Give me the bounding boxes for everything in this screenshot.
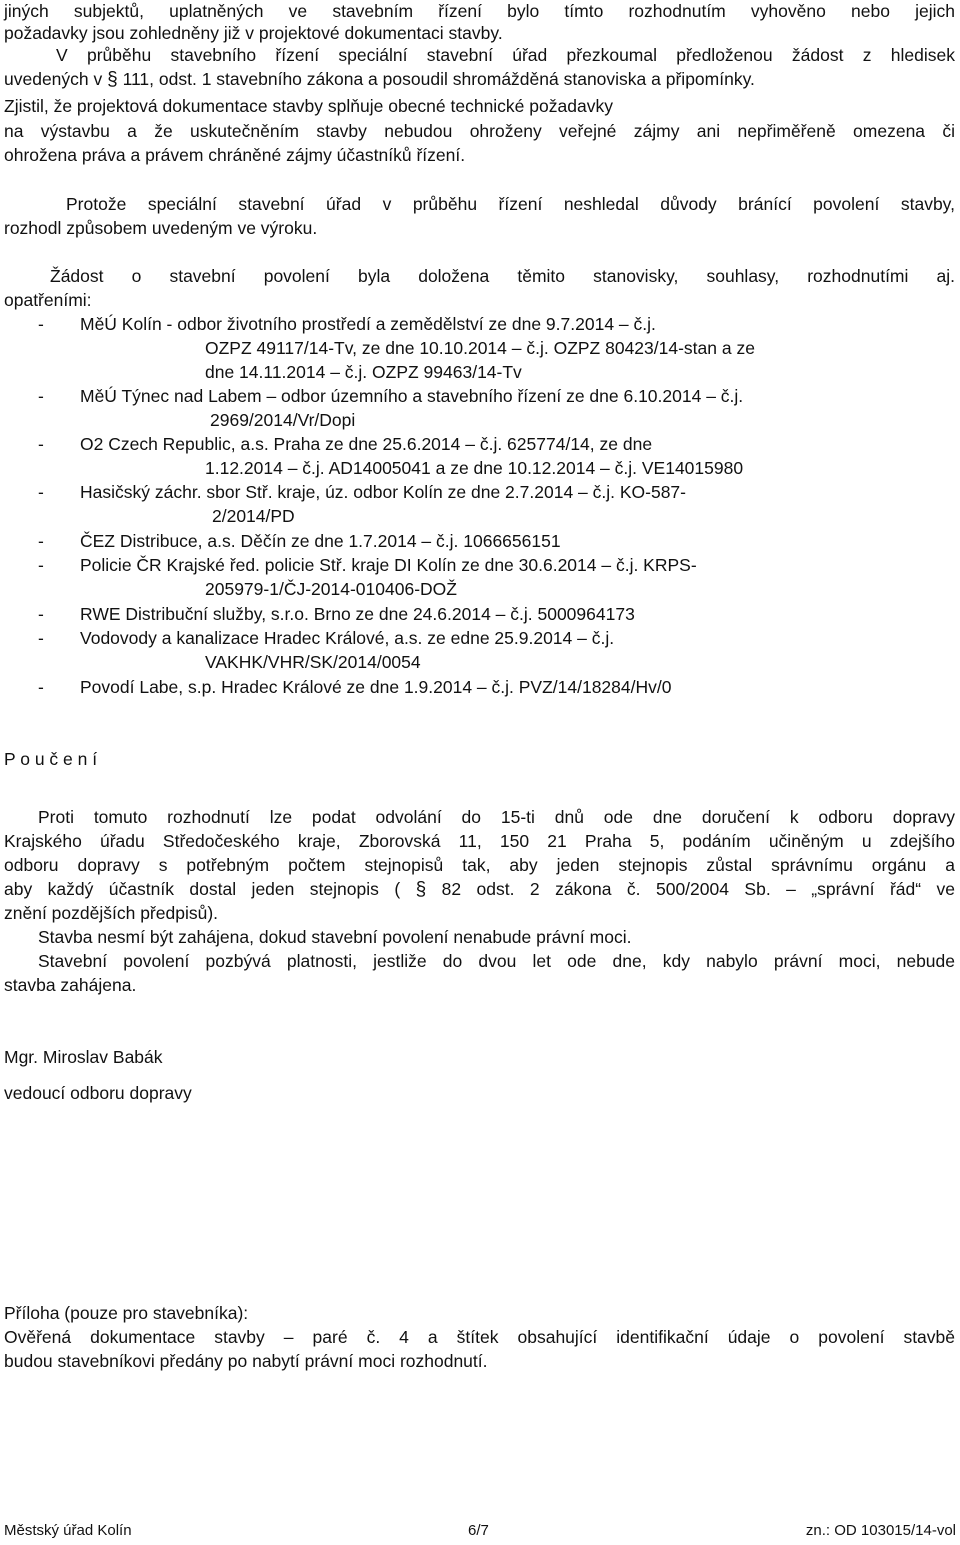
text-line: Stavba nesmí být zahájena, dokud stavební povolení nenabude právní moci. bbox=[38, 927, 632, 947]
attachment-heading: Příloha (pouze pro stavebníka): bbox=[4, 1303, 249, 1323]
text-line: Žádost o stavební povolení byla doložena těmito stanovisky, souhlasy, rozhodnutími aj. bbox=[50, 266, 955, 286]
text-line: Vodovody a kanalizace Hradec Králové, a.s. ze edne 25.9.2014 – č.j. bbox=[80, 628, 615, 648]
text-line: MěÚ Kolín - odbor životního prostředí a zemědělství ze dne 9.7.2014 – č.j. bbox=[80, 314, 656, 334]
text-line: na výstavbu a že uskutečněním stavby nebudou ohroženy veřejné zájmy ani nepřiměřeně omezena či bbox=[4, 121, 955, 141]
text-line: stavba zahájena. bbox=[4, 975, 137, 995]
text-line: O2 Czech Republic, a.s. Praha ze dne 25.6.2014 – č.j. 625774/14, ze dne bbox=[80, 434, 653, 454]
text-line: 1.12.2014 – č.j. AD14005041 a ze dne 10.12.2014 – č.j. VE14015980 bbox=[205, 458, 744, 478]
text-line: opatřeními: bbox=[4, 290, 92, 310]
list-dash: - bbox=[38, 604, 44, 624]
text-line: dne 14.11.2014 – č.j. OZPZ 99463/14-Tv bbox=[205, 362, 522, 382]
text-line: 205979-1/ČJ-2014-010406-DOŽ bbox=[205, 579, 457, 599]
list-dash: - bbox=[38, 386, 44, 406]
text-line: Stavební povolení pozbývá platnosti, jestliže do dvou let ode dne, kdy nabylo právní moci, nebude bbox=[38, 951, 955, 971]
list-dash: - bbox=[38, 482, 44, 502]
list-dash: - bbox=[38, 434, 44, 454]
section-heading: P o u č e n í bbox=[4, 749, 98, 769]
text-line: aby každý účastník dostal jeden stejnopis ( § 82 odst. 2 zákona č. 500/2004 Sb. – „správní řád“ ve bbox=[4, 879, 955, 900]
text-line: Protože speciální stavební úřad v průběhu řízení neshledal důvody bránící povolení stavby, bbox=[66, 194, 955, 214]
list-dash: - bbox=[38, 555, 44, 575]
list-dash: - bbox=[38, 531, 44, 551]
text-line: Zjistil, že projektová dokumentace stavby splňuje obecné technické požadavky bbox=[4, 96, 613, 116]
signatory-role: vedoucí odboru dopravy bbox=[4, 1083, 192, 1103]
list-dash: - bbox=[38, 314, 44, 334]
text-line: MěÚ Týnec nad Labem – odbor územního a stavebního řízení ze dne 6.10.2014 – č.j. bbox=[80, 386, 744, 406]
text-line: V průběhu stavebního řízení speciální stavební úřad přezkoumal předloženou žádost z hledisek bbox=[56, 45, 955, 65]
list-dash: - bbox=[38, 628, 44, 648]
text-line: VAKHK/VHR/SK/2014/0054 bbox=[205, 652, 421, 672]
text-line: RWE Distribuční služby, s.r.o. Brno ze dne 24.6.2014 – č.j. 5000964173 bbox=[80, 604, 635, 624]
footer-page-number: 6/7 bbox=[468, 1522, 489, 1539]
text-line: 2969/2014/Vr/Dopi bbox=[210, 410, 356, 430]
text-line: 2/2014/PD bbox=[212, 506, 295, 526]
text-line: Krajského úřadu Středočeského kraje, Zborovská 11, 150 21 Praha 5, podáním učiněným u zdejšího bbox=[4, 831, 955, 851]
text-line: OZPZ 49117/14-Tv, ze dne 10.10.2014 – č.j. OZPZ 80423/14-stan a ze bbox=[205, 338, 755, 358]
footer-reference: zn.: OD 103015/14-vol bbox=[805, 1522, 956, 1539]
text-line: Hasičský záchr. sbor Stř. kraje, úz. odbor Kolín ze dne 2.7.2014 – č.j. KO-587- bbox=[80, 482, 686, 502]
text-line: znění pozdějších předpisů). bbox=[4, 903, 219, 923]
text-line: odboru dopravy s potřebným počtem stejnopisů tak, aby jeden stejnopis zůstal správnímu orgánu a bbox=[4, 855, 955, 875]
text-line: Policie ČR Krajské řed. policie Stř. kraje DI Kolín ze dne 30.6.2014 – č.j. KRPS- bbox=[80, 555, 697, 575]
text-line: požadavky jsou zohledněny již v projektové dokumentaci stavby. bbox=[4, 23, 503, 43]
text-line: uvedených v § 111, odst. 1 stavebního zákona a posoudil shromážděná stanoviska a připomínky. bbox=[4, 69, 755, 90]
text-line: Povodí Labe, s.p. Hradec Králové ze dne 1.9.2014 – č.j. PVZ/14/18284/Hv/0 bbox=[80, 677, 672, 697]
text-line: ČEZ Distribuce, a.s. Děčín ze dne 1.7.2014 – č.j. 1066656151 bbox=[80, 531, 561, 551]
text-line: Proti tomuto rozhodnutí lze podat odvolání do 15-ti dnů ode dne doručení k odboru dopravy bbox=[38, 807, 955, 827]
text-line: Ověřená dokumentace stavby – paré č. 4 a štítek obsahující identifikační údaje o povolení stavbě bbox=[4, 1327, 955, 1347]
text-line: jiných subjektů, uplatněných ve stavebním řízení bylo tímto rozhodnutím vyhověno nebo jejich bbox=[4, 1, 955, 21]
text-line: rozhodl způsobem uvedeným ve výroku. bbox=[4, 218, 318, 238]
text-line: ohrožena práva a právem chráněné zájmy účastníků řízení. bbox=[4, 145, 466, 165]
list-dash: - bbox=[38, 677, 44, 697]
text-line: budou stavebníkovi předány po nabytí právní moci rozhodnutí. bbox=[4, 1351, 488, 1371]
footer-office: Městský úřad Kolín bbox=[4, 1522, 132, 1539]
signatory-name: Mgr. Miroslav Babák bbox=[4, 1047, 163, 1067]
